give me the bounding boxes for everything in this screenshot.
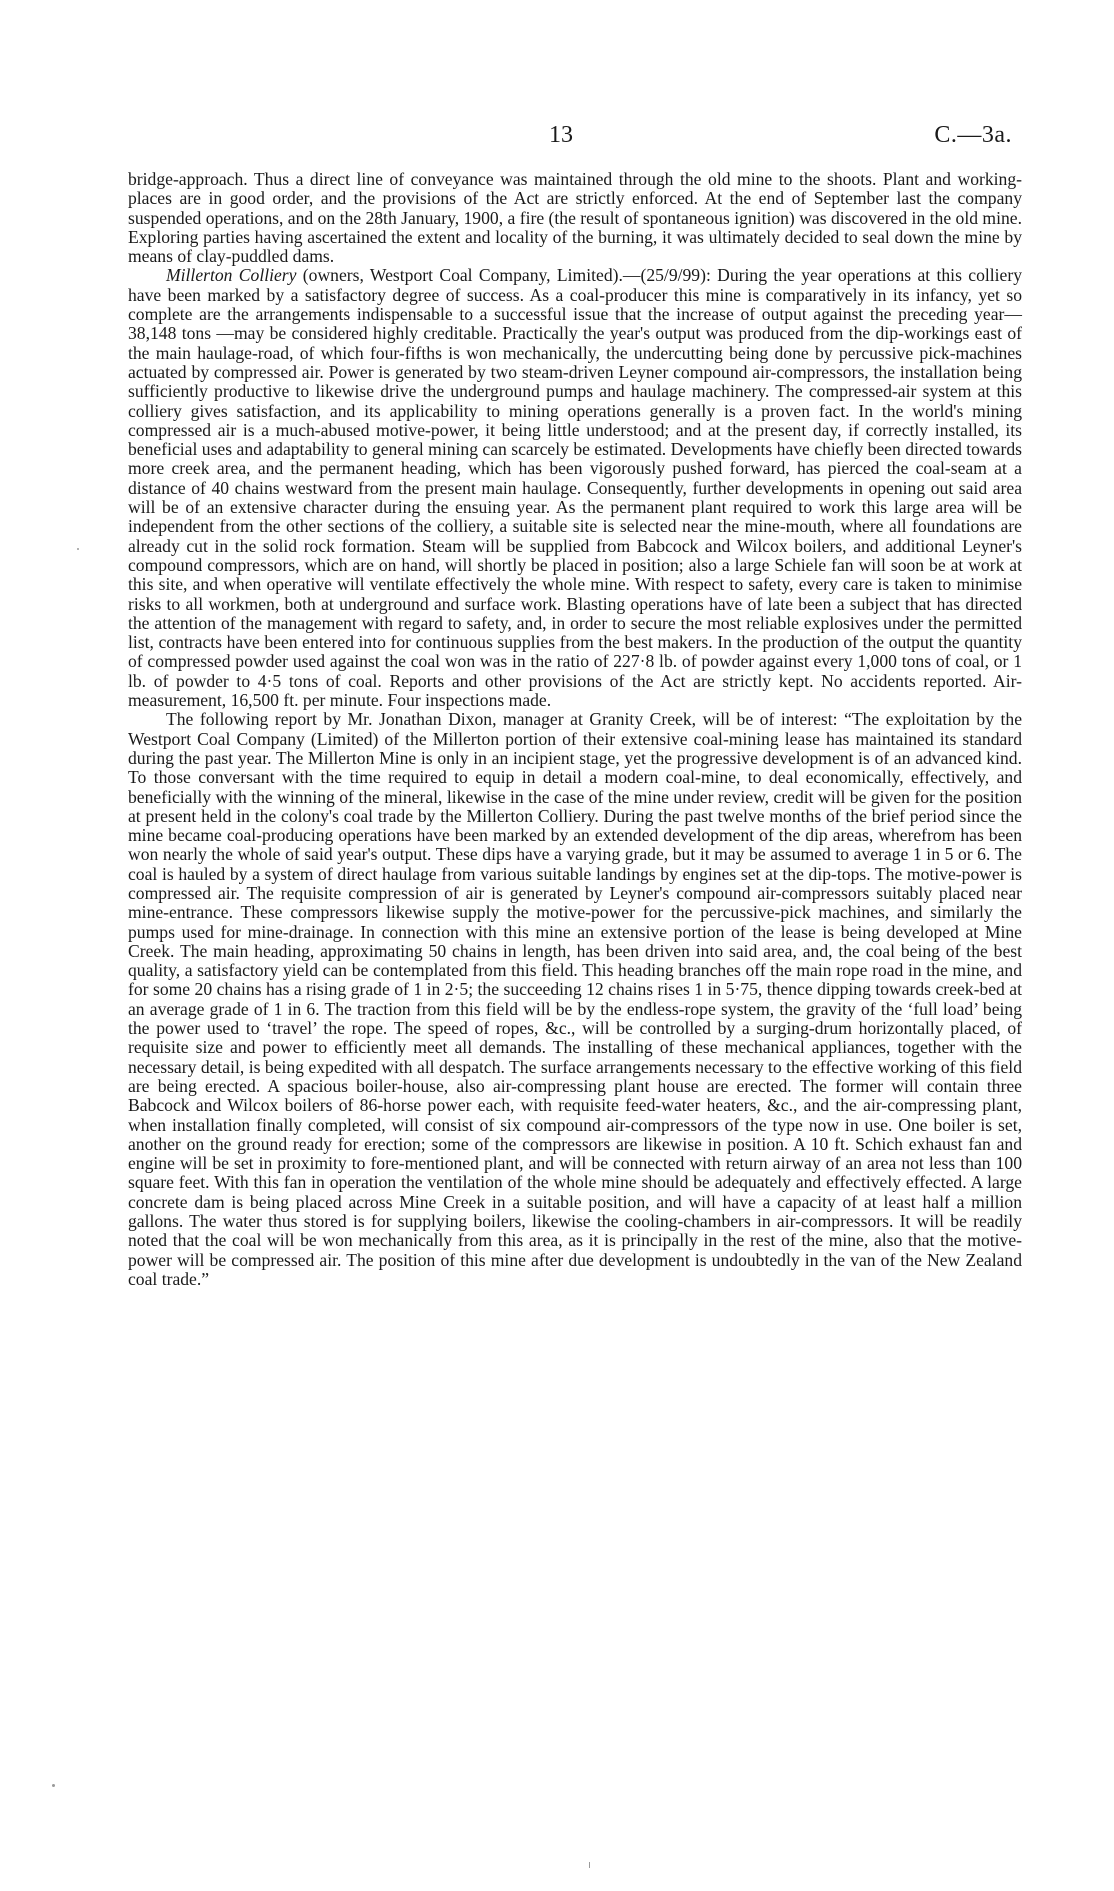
- paragraph-dixon-report: The following report by Mr. Jonathan Dixon, manager at Granity Creek, will be of interest: “The exploitation by the Westport Coal Company (Limited) of the Millerton portion of their extensive coal-mining lease has maintained its standard during the past year. The Millerton Mine is only in an incipient stage, yet the progressive development is of an advanced kind. To those conversant with the time required to equip in detail a modern coal-mine, to deal economically, effectively, and beneficially with the winning of the mineral, likewise in the case of the mine under review, credit will be given for the position at present held in the colony's coal trade by the Millerton Colliery. During the past twelve months of the brief period since the mine became coal-producing operations have been marked by an extended development of the dip areas, wherefrom has been won nearly the whole of said year's output. These dips have a varying grade, but it may be assumed to average 1 in 5 or 6. The coal is hauled by a system of direct haulage from various suitable landings by engines set at the dip-tops. The motive-power is compressed air. The requisite compression of air is generated by Leyner's compound air-compressors suitably placed near mine-entrance. These compressors likewise supply the motive-power for the percussive-pick machines, and similarly the pumps used for mine-drainage. In connection with this mine an extensive portion of the lease is being developed at Mine Creek. The main heading, approximating 50 chains in length, has been driven into said area, and, the coal being of the best quality, a satisfactory yield can be contemplated from this field. This heading branches off the main rope road in the mine, and for some 20 chains has a rising grade of 1 in 2·5; the succeeding 12 chains rises 1 in 5·75, thence dipping towards creek-bed at an average grade of 1 in 6. The traction from this field will be by the endless-rope system, the gravity of the ‘full load’ being the power used to ‘travel’ the rope. The speed of ropes, &c., will be controlled by a surging-drum horizontally placed, of requisite size and power to efficiently meet all demands. The installing of these mechanical appliances, together with the necessary detail, is being expedited with all despatch. The surface arrangements necessary to the effective working of this field are being erected. A spacious boiler-house, also air-compressing plant house are erected. The former will contain three Babcock and Wilcox boilers of 86-horse power each, with requisite feed-water heaters, &c., and the air-compressing plant, when installation finally completed, will consist of six compound air-compressors of the type now in use. One boiler is set, another on the ground ready for erection; some of the compressors are likewise in position. A 10 ft. Schich exhaust fan and engine will be set in proximity to fore-mentioned plant, and will be connected with return airway of an area not less than 100 square feet. With this fan in operation the ventilation of the whole mine should be adequately and effectively effected. A large concrete dam is being placed across Mine Creek in a suitable position, and will have a capacity of at least half a million gallons. The water thus stored is for supplying boilers, likewise the cooling-chambers in air-compressors. It will be readily noted that the coal will be won mechanically from this area, as it is principally in the rest of the mine, also that the motive-power will be compressed air. The position of this mine after due development is undoubtedly in the van of the New Zealand coal trade.”: [128, 709, 1022, 1289]
- scan-speck: [52, 1784, 55, 1787]
- colliery-name: Millerton Colliery: [166, 265, 297, 286]
- paragraph-millerton-body: (owners, Westport Coal Company, Limited).—(25/9/99): During the year operations at this colliery have been marked by a satisfactory degree of success. As a coal-producer this mine is comparatively in its infancy, yet so complete are the arrangements indispensable to a successful issue that the increase of output against the preceding year—38,148 tons —may be considered highly creditable. Practically the year's output was produced from the dip-workings east of the main haulage-road, of which four-fifths is won mechanically, the undercutting being done by percussive pick-machines actuated by compressed air. Power is generated by two steam-driven Leyner compound air-compressors, the installation being sufficiently productive to likewise drive the underground pumps and haulage machinery. The compressed-air system at this colliery gives satisfaction, and its applicability to mining operations generally is a proven fact. In the world's mining compressed air is a much-abused motive-power, it being little understood; and at the present day, if correctly installed, its beneficial uses and adaptability to general mining can scarcely be estimated. Developments have chiefly been directed towards more creek area, and the permanent heading, which has been vigorously pushed forward, has pierced the coal-seam at a distance of 40 chains westward from the present main haulage. Consequently, further developments in opening out said area will be of an extensive character during the ensuing year. As the permanent plant required to work this large area will be independent from the other sections of the colliery, a suitable site is selected near the mine-mouth, where all foundations are already cut in the solid rock formation. Steam will be supplied from Babcock and Wilcox boilers, and additional Leyner's compound compressors, which are on hand, will shortly be placed in position; also a large Schiele fan will soon be at work at this site, and when operative will ventilate effectively the whole mine. With respect to safety, every care is taken to minimise risks to all workmen, both at underground and surface work. Blasting operations have of late been a subject that has directed the attention of the management with regard to safety, and, in order to secure the most reliable explosives under the permitted list, contracts have been entered into for continuous supplies from the best makers. In the production of the output the quantity of compressed powder used against the coal won was in the ratio of 227·8 lb. of powder against every 1,000 tons of coal, or 1 lb. of powder to 4·5 tons of coal. Reports and other provisions of the Act are strictly kept. No accidents reported. Air-measurement, 16,500 ft. per minute. Four inspections made.: [128, 265, 1022, 711]
- document-reference: C.—3a.: [934, 122, 1012, 148]
- paragraph-old-mine-fire: bridge-approach. Thus a direct line of conveyance was maintained through the old mine to the shoots. Plant and working-places are in good order, and the provisions of the Act are strictly enforced. At the end of September last the company suspended operations, and on the 28th January, 1900, a fire (the result of spontaneous ignition) was discovered in the old mine. Exploring parties having ascertained the extent and locality of the burning, it was ultimately decided to seal down the mine by means of clay-puddled dams.: [128, 169, 1022, 267]
- page-header: [0, 122, 1114, 152]
- scan-speck: [589, 1862, 590, 1868]
- page-number: 13: [549, 122, 573, 148]
- scan-speck: [77, 548, 79, 550]
- paragraph-millerton-colliery: [128, 266, 1022, 710]
- body-text: [128, 170, 1022, 1289]
